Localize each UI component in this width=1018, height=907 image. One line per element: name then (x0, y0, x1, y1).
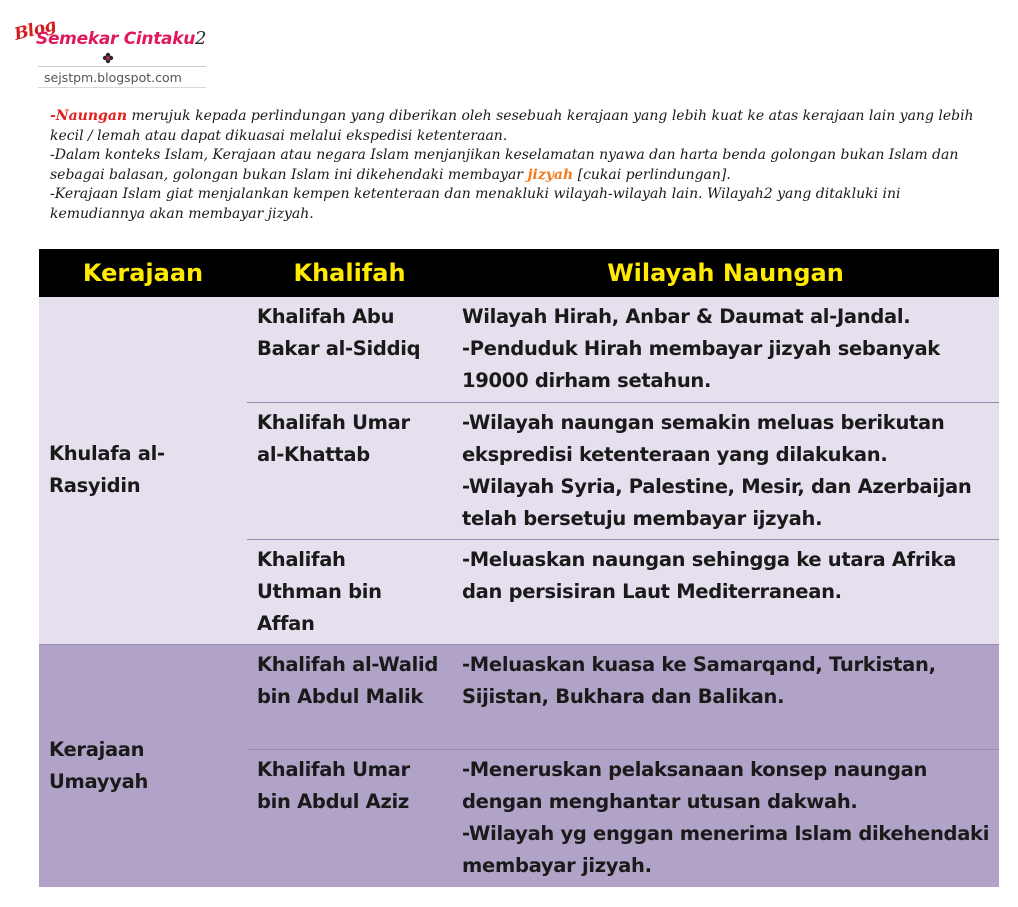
khalifah-cell: Khalifah Abu Bakar al-Siddiq (247, 297, 452, 402)
wilayah-line: -Meluaskan kuasa ke Samarqand, Turkistan, Sijistan, Bukhara dan Balikan. (462, 652, 936, 708)
wilayah-line: -Meneruskan pelaksanaan konsep naungan dengan menghantar utusan dakwah. (462, 757, 928, 813)
wilayah-line: -Wilayah Syria, Palestine, Mesir, dan Azerbaijan telah bersetuju membayar ijzyah. (462, 474, 972, 530)
logo-number: 2 (195, 28, 207, 49)
kerajaan-khulafa-al-rasyidin: Khulafa al-Rasyidin (39, 297, 247, 644)
khalifah-cell: Khalifah Umar al-Khattab (247, 402, 452, 539)
intro-naungan-definition (50, 107, 1000, 146)
wilayah-line: Wilayah Hirah, Anbar & Daumat al-Jandal. (462, 305, 911, 328)
intro-p2-text: -Dalam konteks Islam, Kerajaan atau negara Islam menjanjikan keselamatan nyawa dan harta benda golongan bukan Islam dan sebagai balasan, golongan bukan Islam ini dikehendaki membayar (50, 147, 959, 183)
wilayah-line: -Wilayah yg enggan menerima Islam dikehendaki membayar jizyah. (462, 821, 990, 877)
intro-islam-context (50, 146, 1000, 185)
naungan-table (39, 249, 999, 887)
wilayah-line: -Penduduk Hirah membayar jizyah sebanyak 19000 dirham setahun. (462, 337, 940, 392)
logo-underline (38, 87, 206, 88)
intro-campaign: -Kerajaan Islam giat menjalankan kempen ketenteraan dan menakluki wilayah-wilayah lain. Wilayah2 yang ditakluki ini kemudiannya akan membayar jizyah. (50, 186, 901, 222)
keyword-jizyah: jizyah (527, 166, 574, 183)
table-header-row (39, 249, 999, 297)
logo-url[interactable]: sejstpm.blogspot.com (44, 70, 182, 85)
kerajaan-umayyah: Kerajaan Umayyah (39, 644, 247, 887)
wilayah-cell (452, 644, 999, 749)
khalifah-cell: Khalifah al-Walid bin Abdul Malik (247, 644, 452, 749)
table-row (39, 297, 999, 402)
wilayah-cell (452, 539, 999, 644)
wilayah-cell (452, 402, 999, 539)
header-wilayah-naungan: Wilayah Naungan (452, 249, 999, 297)
table-row (39, 644, 999, 749)
wilayah-line: -Meluaskan naungan sehingga ke utara Afrika dan persisiran Laut Mediterranean. (462, 547, 957, 603)
flower-icon (102, 52, 114, 64)
wilayah-cell (452, 297, 999, 402)
keyword-naungan: -Naungan (50, 108, 128, 124)
khalifah-cell: Khalifah Uthman bin Affan (247, 539, 452, 644)
logo-divider (38, 66, 206, 67)
wilayah-line: -Wilayah naungan semakin meluas berikutan ekspredisi ketenteraan yang dilakukan. (462, 410, 945, 466)
logo-blog-text: Blog (12, 15, 58, 45)
intro-p2-tail: [cukai perlindungan]. (573, 166, 731, 183)
intro-p1-text: merujuk kepada perlindungan yang diberikan oleh sesebuah kerajaan yang lebih kuat ke atas kerajaan lain yang lebih kecil / lemah atau dapat dikuasai melalui ekspedisi ketenteraan. (50, 108, 974, 144)
blog-logo[interactable] (12, 15, 214, 98)
wilayah-cell (452, 749, 999, 887)
khalifah-cell: Khalifah Umar bin Abdul Aziz (247, 749, 452, 887)
logo-title (36, 28, 206, 49)
header-kerajaan: Kerajaan (39, 249, 247, 297)
header-khalifah: Khalifah (247, 249, 452, 297)
logo-name: Semekar Cintaku (36, 29, 196, 49)
intro-paragraph (50, 107, 1000, 224)
